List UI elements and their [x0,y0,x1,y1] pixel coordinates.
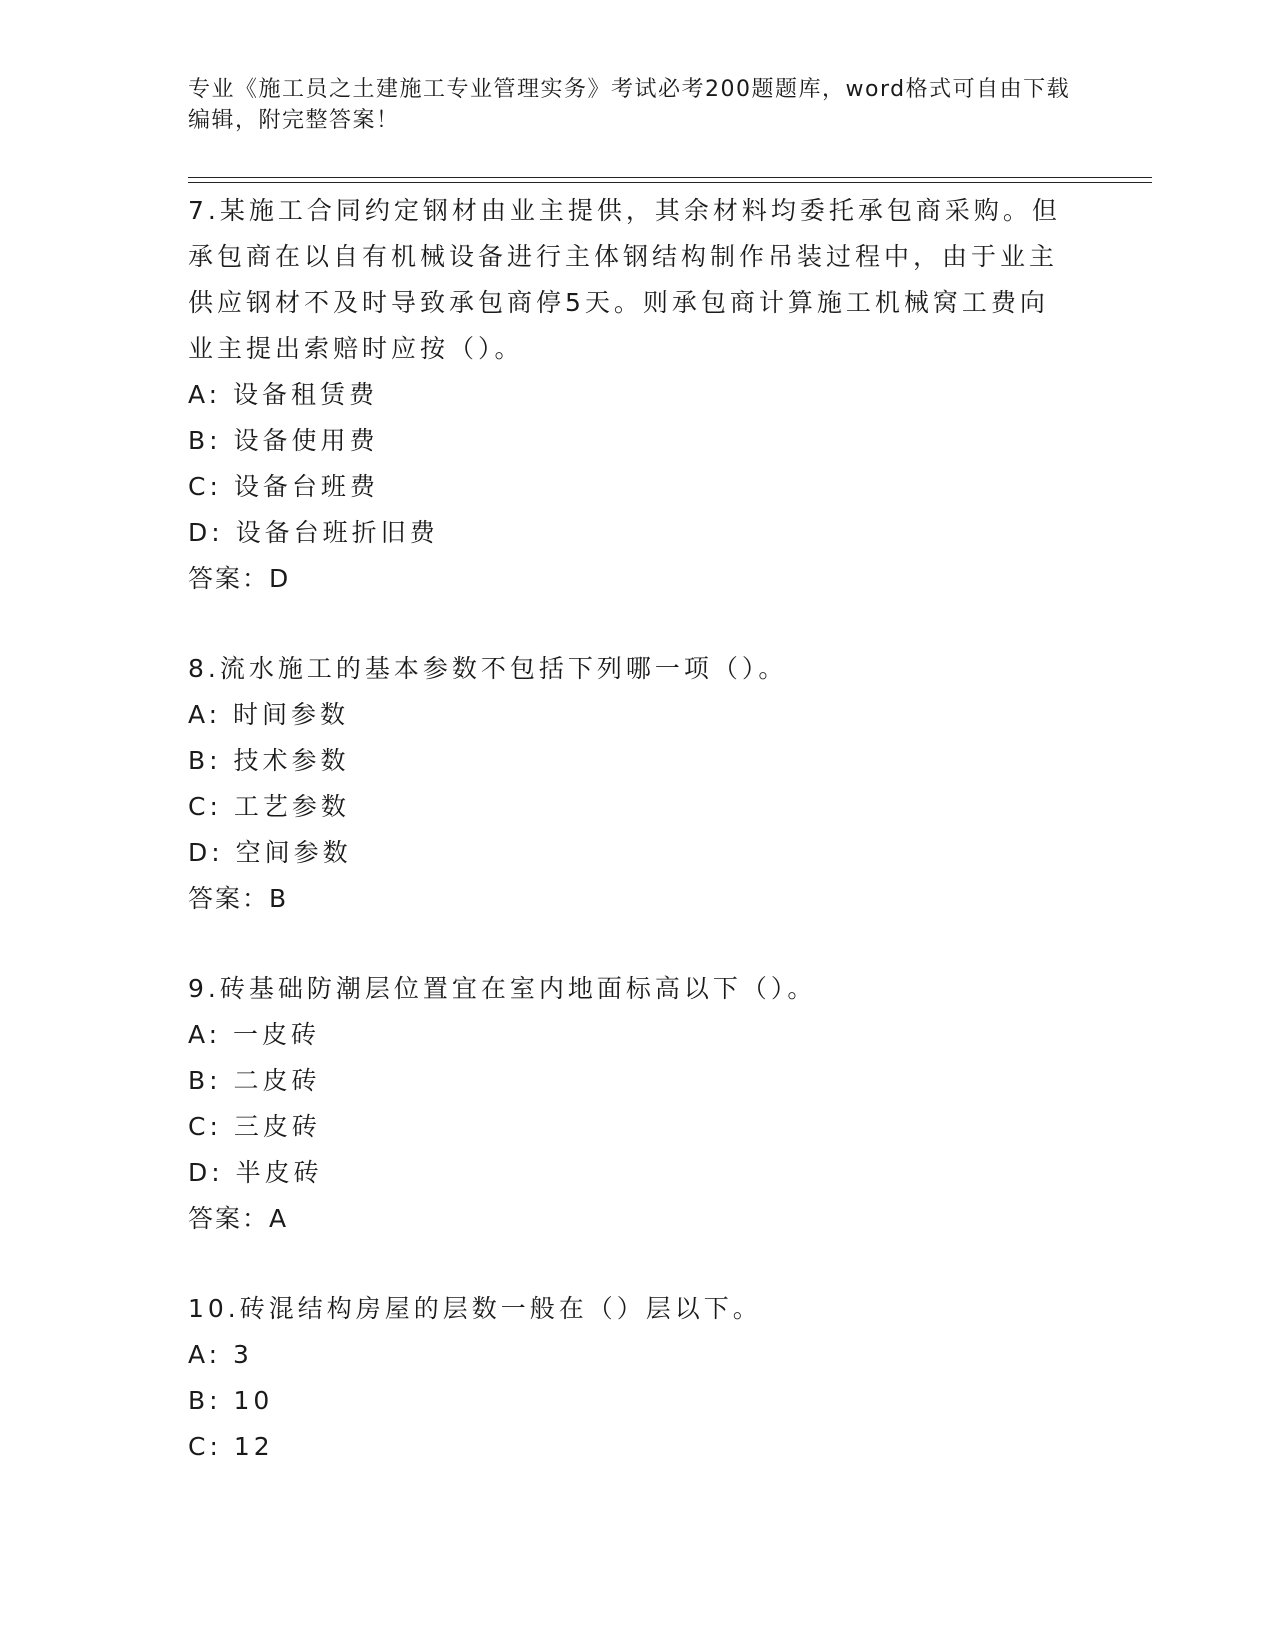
question-item [188,1286,1068,1470]
question-stem: 7.某施工合同约定钢材由业主提供，其余材料均委托承包商采购。但承包商在以自有机械设备进行主体钢结构制作吊装过程中，由于业主供应钢材不及时导致承包商停5天。则承包商计算施工机械窝工费向业主提出索赔时应按（）。 [188,196,1061,363]
option-d: D: 空间参数 [188,838,352,867]
option-d: D: 设备台班折旧费 [188,518,439,547]
option-c: C: 三皮砖 [188,1112,321,1141]
option-b: B: 10 [188,1386,274,1415]
answer-line: 答案：A [188,1204,289,1233]
option-c: C: 12 [188,1432,274,1461]
option-a: A: 一皮砖 [188,1020,321,1049]
option-d: D: 半皮砖 [188,1158,323,1187]
question-item [188,966,1068,1242]
document-header: 专业《施工员之土建施工专业管理实务》考试必考200题题库，word格式可自由下载编辑，附完整答案！ [188,77,1071,133]
option-b: B: 技术参数 [188,746,350,775]
question-item [188,646,1068,922]
option-b: B: 设备使用费 [188,426,379,455]
header-divider-bottom [188,182,1152,183]
option-c: C: 工艺参数 [188,792,350,821]
option-c: C: 设备台班费 [188,472,379,501]
question-stem: 10.砖混结构房屋的层数一般在（）层以下。 [188,1294,762,1323]
option-a: A: 时间参数 [188,700,350,729]
option-b: B: 二皮砖 [188,1066,321,1095]
question-stem: 8.流水施工的基本参数不包括下列哪一项（）。 [188,654,788,683]
answer-line: 答案：B [188,884,289,913]
option-a: A: 3 [188,1340,253,1369]
question-item [188,188,1068,602]
question-list [188,188,1068,1514]
question-stem: 9.砖基础防潮层位置宜在室内地面标高以下（）。 [188,974,817,1003]
answer-line: 答案：D [188,564,291,593]
option-a: A: 设备租赁费 [188,380,379,409]
header-divider-top [188,177,1152,178]
